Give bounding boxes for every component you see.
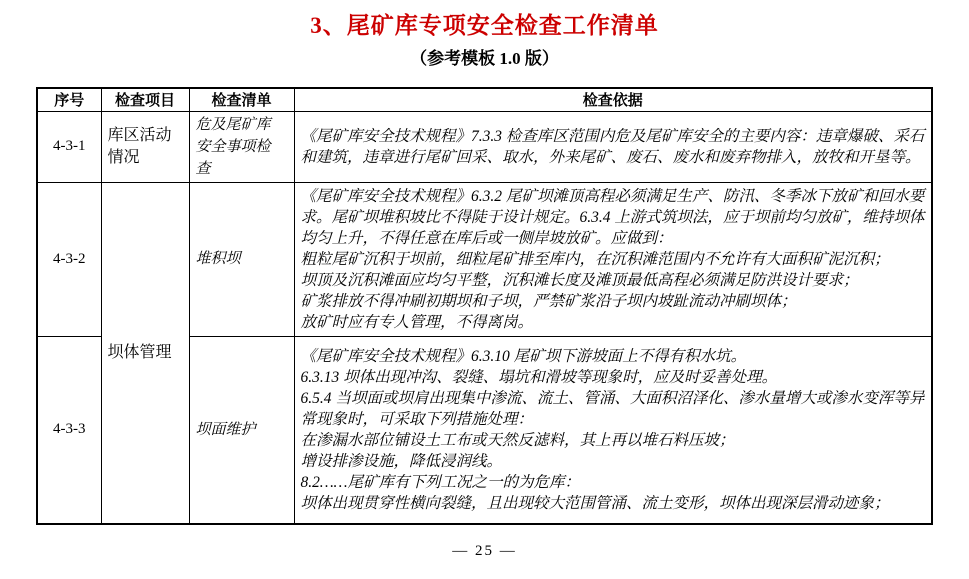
basis-paragraph: 坝顶及沉积滩面应均匀平整，沉积滩长度及滩顶最低高程必须满足防洪设计要求； <box>300 271 859 289</box>
basis-paragraph: 矿浆排放不得冲刷初期坝和子坝，严禁矿浆沿子坝内坡趾流动冲刷坝体； <box>300 292 797 310</box>
checklist-cell: 坝面维护 <box>189 336 294 524</box>
item-cell-merged: 坝体管理 <box>101 182 189 524</box>
basis-paragraph: 粗粒尾矿沉积于坝前，细粒尾矿排至库内，在沉积滩范围内不允许有大面积矿泥沉积； <box>300 250 890 268</box>
column-header-checklist: 检查清单 <box>189 88 294 111</box>
basis-paragraph: 8.2……尾矿库有下列工况之一的为危库： <box>300 473 580 491</box>
serial-cell: 4-3-3 <box>37 336 101 524</box>
page-subtitle: （参考模板 1.0 版） <box>410 48 559 68</box>
basis-paragraph: 放矿时应有专人管理，不得离岗。 <box>300 313 534 331</box>
basis-paragraph: 坝体出现贯穿性横向裂缝，且出现较大范围管涌、流土变形，坝体出现深层滑动迹象； <box>300 494 890 512</box>
inspection-table <box>36 87 933 525</box>
serial-cell: 4-3-2 <box>37 182 101 336</box>
basis-paragraph: 增设排渗设施，降低浸润线。 <box>300 452 503 470</box>
page-title: 3、尾矿库专项安全检查工作清单 <box>310 13 659 38</box>
item-cell: 库区活动情况 <box>101 111 189 182</box>
basis-paragraph: 《尾矿库安全技术规程》6.3.2 尾矿坝滩顶高程必须满足生产、防汛、冬季冰下放矿和回水要求。尾矿坝堆积坡比不得陡于设计规定。6.3.4 上游式筑坝法，应于坝前均匀放矿，维持坝体均匀上升，不得任意在库后或一侧岸坡放矿。应做到： <box>300 187 925 247</box>
column-header-basis: 检查依据 <box>294 88 932 111</box>
table-header-row <box>37 88 932 111</box>
basis-cell <box>294 111 932 182</box>
basis-cell <box>294 182 932 336</box>
basis-cell <box>294 336 932 524</box>
basis-paragraph: 6.3.13 坝体出现冲沟、裂缝、塌坑和滑坡等现象时，应及时妥善处理。 <box>300 368 778 386</box>
column-header-serial: 序号 <box>37 88 101 111</box>
serial-cell: 4-3-1 <box>37 111 101 182</box>
basis-paragraph: 《尾矿库安全技术规程》7.3.3 检查库区范围内危及尾矿库安全的主要内容：违章爆破、采石和建筑，违章进行尾矿回采、取水，外来尾矿、废石、废水和废弃物排入，放牧和开垦等。 <box>300 127 925 166</box>
table-row <box>37 111 932 182</box>
checklist-cell: 危及尾矿库安全事项检查 <box>189 111 294 182</box>
basis-paragraph: 在渗漏水部位铺设土工布或天然反滤料，其上再以堆石料压坡； <box>300 431 735 449</box>
basis-paragraph: 6.5.4 当坝面或坝肩出现集中渗流、流土、管涌、大面积沼泽化、渗水量增大或渗水变浑等异常现象时，可采取下列措施处理： <box>300 389 925 428</box>
basis-paragraph: 《尾矿库安全技术规程》6.3.10 尾矿坝下游坡面上不得有积水坑。 <box>300 347 747 365</box>
page-number: — 25 — <box>452 543 517 559</box>
checklist-cell: 堆积坝 <box>189 182 294 336</box>
column-header-item: 检查项目 <box>101 88 189 111</box>
table-row <box>37 182 932 336</box>
